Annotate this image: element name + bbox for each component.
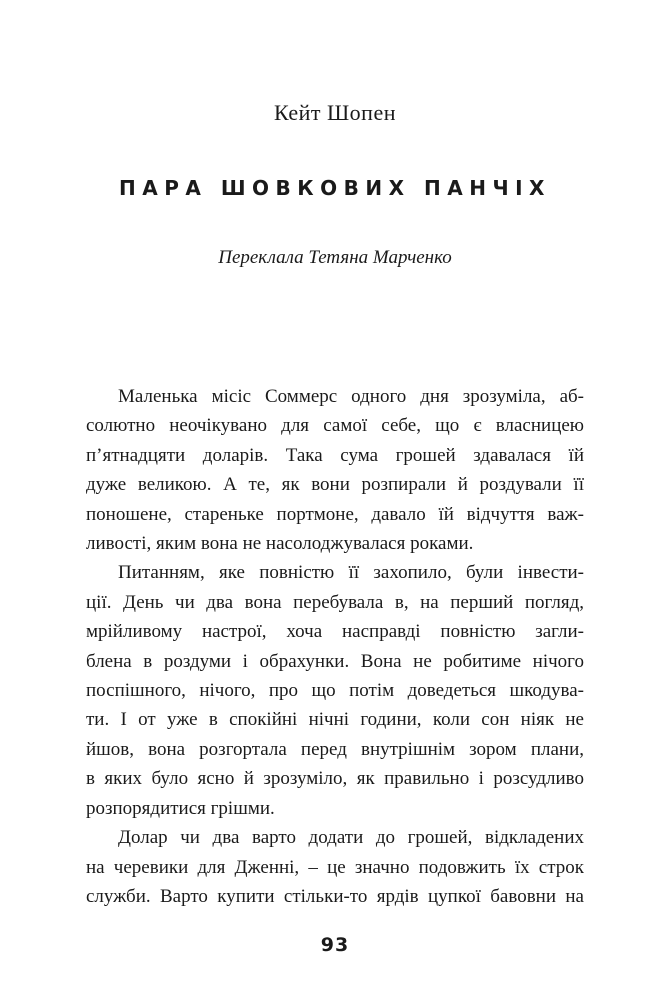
paragraph — [86, 382, 584, 558]
paragraph — [86, 558, 584, 823]
author-name: Кейт Шопен — [274, 100, 396, 125]
text-line: на черевики для Дженні, – це значно подовжить їх строк — [86, 856, 584, 878]
text-line: служби. Варто купити стільки-то ярдів цупкої бавовни на — [86, 885, 584, 907]
text-line: в яких було ясно й зрозуміло, як правильно і розсудливо — [86, 768, 584, 790]
text-line: блена в роздуми і обрахунки. Вона не робитиме нічого — [86, 650, 584, 672]
story-text — [86, 382, 584, 911]
text-line: п’ятнадцяти доларів. Така сума грошей здавалася їй — [86, 444, 584, 466]
text-line: йшов, вона розгортала перед внутрішнім зором плани, — [86, 738, 584, 760]
text-line: Долар чи два варто додати до грошей, відкладених — [118, 827, 584, 849]
text-line: поспішного, нічого, про що потім доведеться шкодува- — [86, 680, 584, 702]
story-title: ПАРА ШОВКОВИХ ПАНЧІХ — [119, 176, 551, 200]
text-line: розпорядитися грішми. — [86, 797, 275, 819]
text-line: Маленька місіс Соммерс одного дня зрозуміла, аб- — [118, 386, 584, 407]
text-line: Питанням, яке повністю її захопило, були інвести- — [118, 562, 584, 584]
text-line: ливості, яким вона не насолоджувалася роками. — [86, 533, 474, 555]
text-line: ції. День чи два вона перебувала в, на перший погляд, — [86, 591, 584, 613]
text-line: солютно неочікувано для самої себе, що є власницею — [86, 415, 584, 437]
text-line: дуже великою. А те, як вони розпирали й роздували її — [86, 474, 584, 496]
paragraph — [86, 823, 584, 911]
text-line: поношене, стареньке портмоне, давало їй відчуття важ- — [86, 503, 584, 525]
text-line: мрійливому настрої, хоча насправді повністю загли- — [86, 621, 584, 643]
page-number: 93 — [320, 934, 350, 956]
translator-credit: Переклала Тетяна Марченко — [218, 247, 452, 268]
text-line: ти. І от уже в спокійні нічні години, коли сон ніяк не — [86, 709, 584, 731]
